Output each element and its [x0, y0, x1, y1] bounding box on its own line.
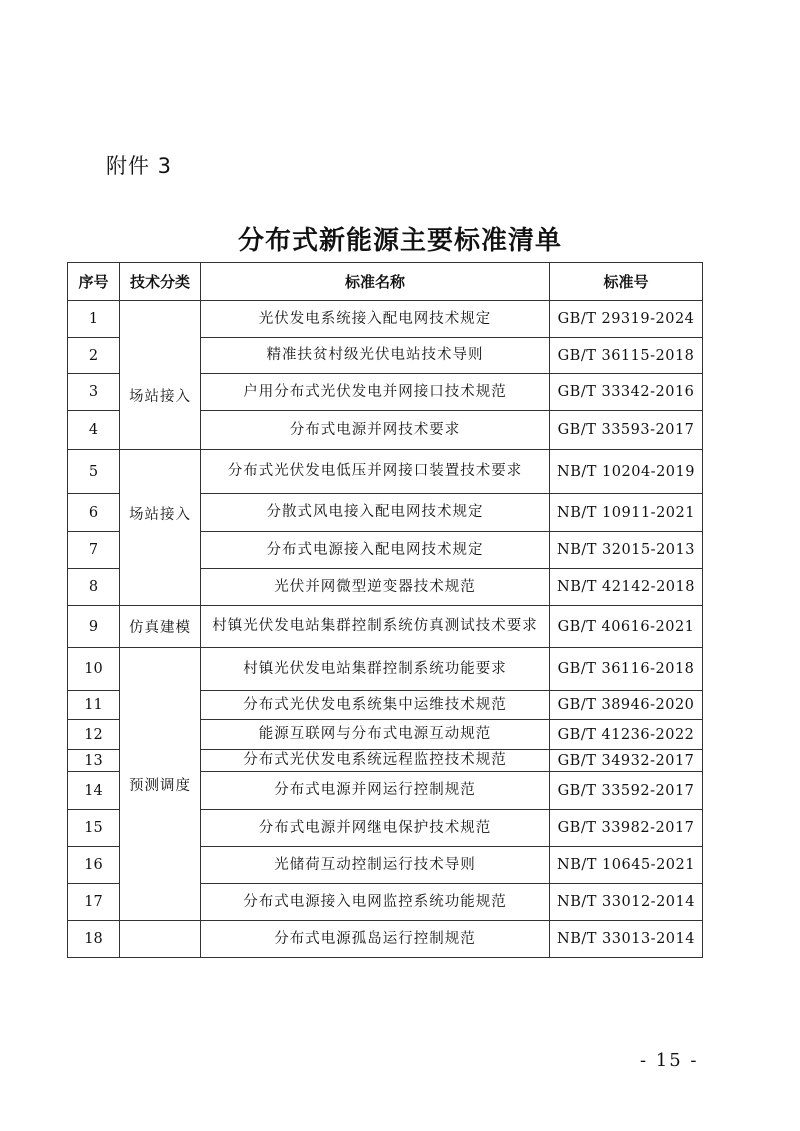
- row-standard-code: GB/T 41236-2022: [550, 720, 703, 750]
- row-standard-name: 精准扶贫村级光伏电站技术导则: [201, 338, 550, 374]
- row-serial: 4: [68, 411, 120, 450]
- category-label: 预测调度: [129, 777, 191, 794]
- header-standard-code: 标准号: [550, 263, 703, 301]
- row-category: [120, 648, 201, 921]
- row-standard-name: 分布式光伏发电系统集中运维技术规范: [201, 691, 550, 720]
- row-standard-name: 分布式电源并网运行控制规范: [201, 772, 550, 810]
- row-standard-code: NB/T 32015-2013: [550, 532, 703, 569]
- standards-table: [67, 262, 703, 958]
- header-category: 技术分类: [120, 263, 201, 301]
- header-standard-name: 标准名称: [201, 263, 550, 301]
- row-serial: 6: [68, 494, 120, 532]
- row-standard-code: GB/T 29319-2024: [550, 301, 703, 338]
- table-body: [68, 301, 703, 958]
- row-serial: 8: [68, 569, 120, 606]
- row-serial: 3: [68, 374, 120, 411]
- row-standard-code: GB/T 34932-2017: [550, 750, 703, 772]
- row-standard-name: 分布式电源接入电网监控系统功能规范: [201, 884, 550, 921]
- row-standard-name: 村镇光伏发电站集群控制系统功能要求: [201, 648, 550, 691]
- category-label: 仿真建模: [129, 620, 191, 636]
- row-standard-code: NB/T 42142-2018: [550, 569, 703, 606]
- row-serial: 12: [68, 720, 120, 750]
- row-serial: 11: [68, 691, 120, 720]
- row-standard-name: 光储荷互动控制运行技术导则: [201, 847, 550, 884]
- row-standard-code: GB/T 33982-2017: [550, 810, 703, 847]
- row-standard-name: 分布式光伏发电系统远程监控技术规范: [201, 750, 550, 772]
- row-standard-name: 分散式风电接入配电网技术规定: [201, 494, 550, 532]
- row-serial: 2: [68, 338, 120, 374]
- row-standard-name: 光伏发电系统接入配电网技术规定: [201, 301, 550, 338]
- row-standard-code: GB/T 36116-2018: [550, 648, 703, 691]
- row-standard-name: 分布式光伏发电低压并网接口装置技术要求: [201, 450, 550, 494]
- row-standard-code: NB/T 10204-2019: [550, 450, 703, 494]
- header-serial: 序号: [68, 263, 120, 301]
- row-serial: 15: [68, 810, 120, 847]
- table-row: [68, 921, 703, 958]
- row-serial: 10: [68, 648, 120, 691]
- row-serial: 9: [68, 606, 120, 648]
- category-label: 场站接入: [129, 388, 191, 405]
- row-standard-name: 光伏并网微型逆变器技术规范: [201, 569, 550, 606]
- row-standard-code: GB/T 38946-2020: [550, 691, 703, 720]
- table-row: [68, 648, 703, 691]
- table-header-row: [68, 263, 703, 301]
- row-standard-code: GB/T 40616-2021: [550, 606, 703, 648]
- row-category: [120, 606, 201, 648]
- row-serial: 18: [68, 921, 120, 958]
- row-standard-name: 分布式电源并网技术要求: [201, 411, 550, 450]
- row-standard-code: NB/T 33012-2014: [550, 884, 703, 921]
- table-row: [68, 301, 703, 338]
- document-title: 分布式新能源主要标准清单: [237, 226, 562, 256]
- row-standard-name: 分布式电源孤岛运行控制规范: [201, 921, 550, 958]
- category-label: 场站接入: [129, 507, 191, 523]
- row-serial: 7: [68, 532, 120, 569]
- row-standard-code: NB/T 33013-2014: [550, 921, 703, 958]
- row-standard-code: GB/T 33592-2017: [550, 772, 703, 810]
- row-standard-code: NB/T 10645-2021: [550, 847, 703, 884]
- row-serial: 5: [68, 450, 120, 494]
- table-row: [68, 606, 703, 648]
- row-standard-code: GB/T 33593-2017: [550, 411, 703, 450]
- row-category: [120, 450, 201, 606]
- row-standard-name: 分布式电源接入配电网技术规定: [201, 532, 550, 569]
- row-serial: 14: [68, 772, 120, 810]
- row-standard-name: 能源互联网与分布式电源互动规范: [201, 720, 550, 750]
- attachment-label: 附件 3: [106, 154, 173, 178]
- row-serial: 16: [68, 847, 120, 884]
- row-category: [120, 301, 201, 450]
- row-standard-name: 村镇光伏发电站集群控制系统仿真测试技术要求: [201, 606, 550, 648]
- page-number: - 15 -: [640, 1050, 699, 1071]
- row-standard-code: GB/T 36115-2018: [550, 338, 703, 374]
- table-row: [68, 450, 703, 494]
- row-standard-name: 户用分布式光伏发电并网接口技术规范: [201, 374, 550, 411]
- row-serial: 17: [68, 884, 120, 921]
- row-standard-name: 分布式电源并网继电保护技术规范: [201, 810, 550, 847]
- row-category: [120, 921, 201, 958]
- row-standard-code: NB/T 10911-2021: [550, 494, 703, 532]
- row-standard-code: GB/T 33342-2016: [550, 374, 703, 411]
- row-serial: 1: [68, 301, 120, 338]
- row-serial: 13: [68, 750, 120, 772]
